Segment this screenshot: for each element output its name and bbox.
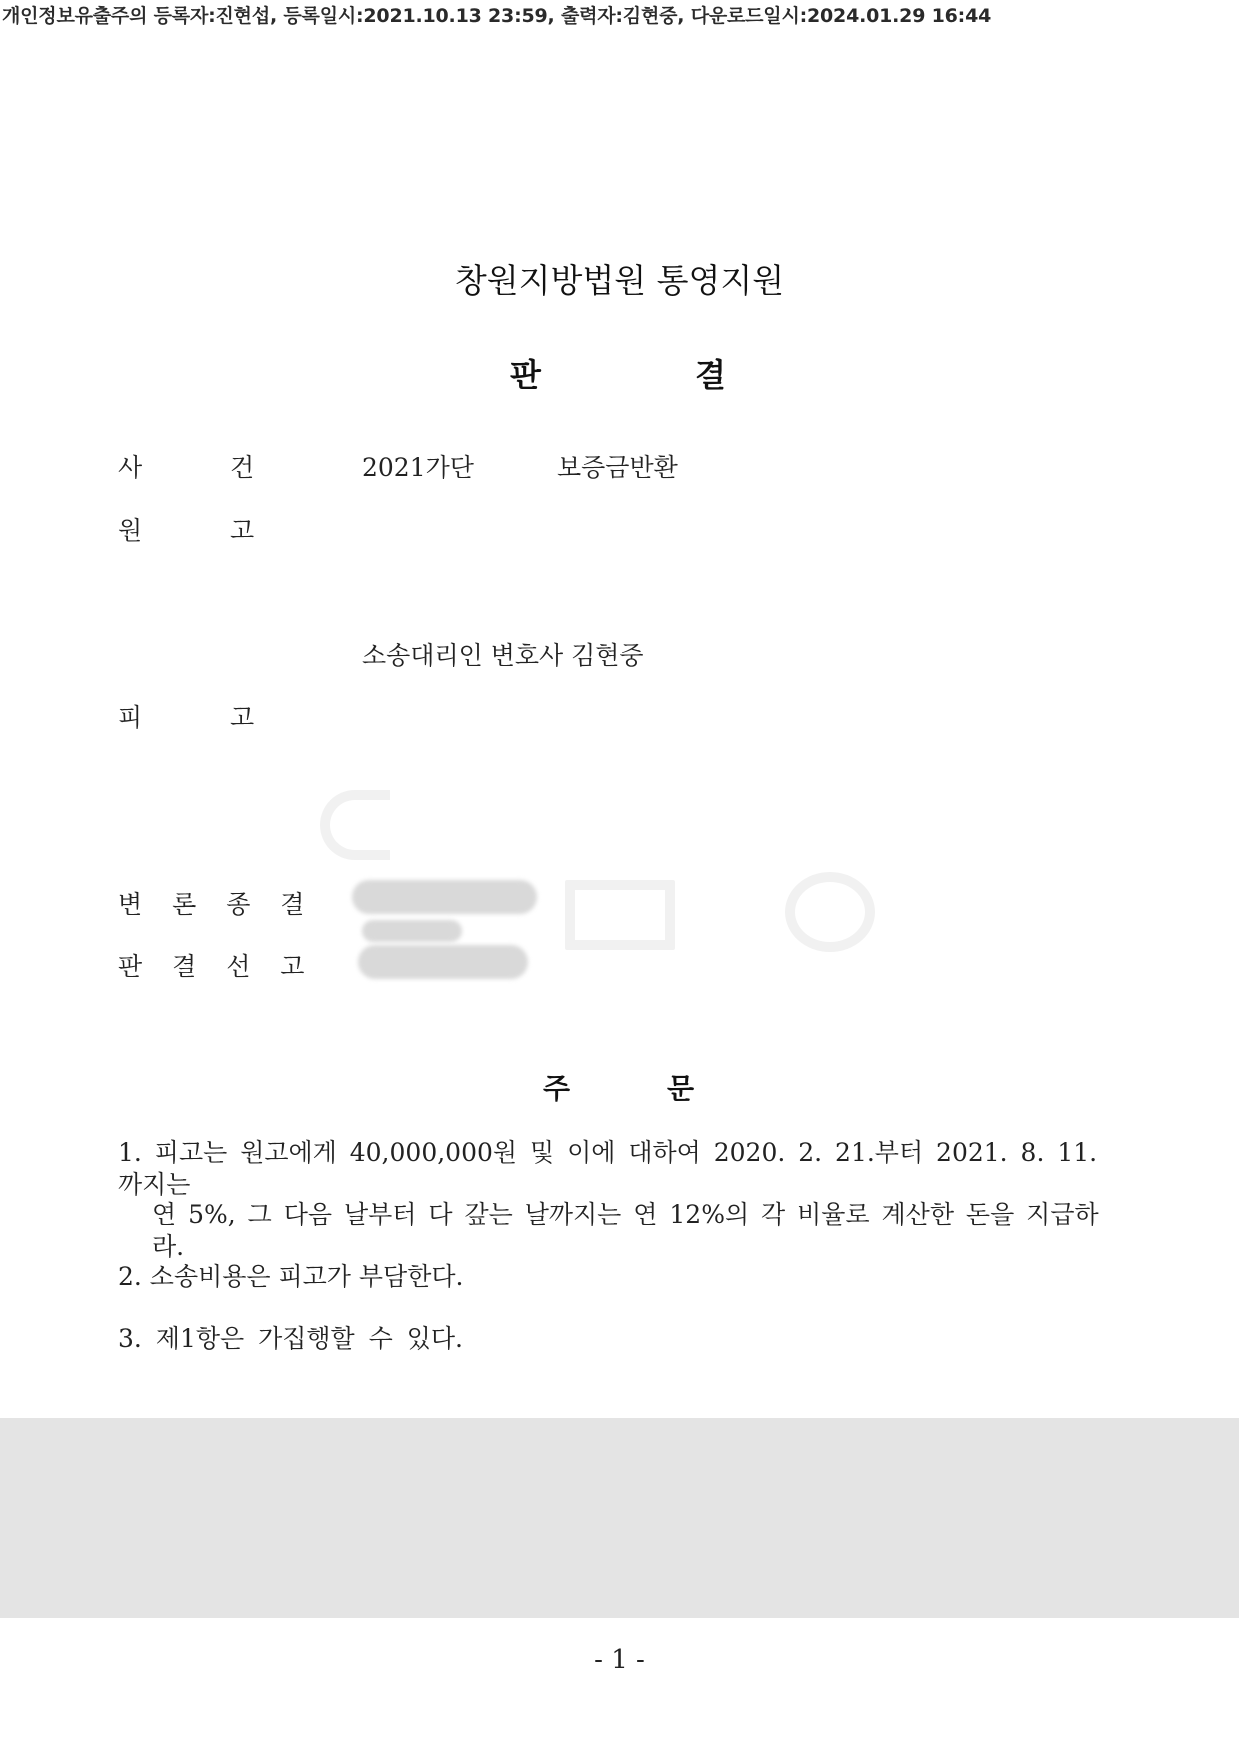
defendant-label-2: 고	[230, 703, 255, 732]
defendant-label-1: 피	[118, 703, 143, 732]
court-name: 창원지방법원 통영지원	[454, 261, 785, 300]
document-title-left: 판	[510, 356, 541, 394]
order-item-1: 1. 피고는 원고에게 40,000,000원 및 이에 대하여 2020. 2. 21.부터 2021. 8. 11.까지는	[118, 1138, 1098, 1199]
redacted-date	[352, 880, 537, 914]
case-label-2: 건	[230, 453, 255, 482]
disposition-title-left: 주	[543, 1072, 571, 1105]
order-item-3: 3. 제1항은 가집행할 수 있다.	[118, 1324, 463, 1353]
case-name: 보증금반환	[557, 453, 678, 482]
argument-end-label: 변 론 종 결	[118, 890, 316, 919]
judgment-date-label: 판 결 선 고	[118, 952, 316, 981]
plaintiff-agent: 소송대리인 변호사 김현중	[362, 641, 644, 670]
page-number: - 1 -	[594, 1645, 645, 1675]
redacted-date	[362, 920, 462, 942]
order-item-2: 2. 소송비용은 피고가 부담한다.	[118, 1262, 464, 1291]
disposition-title-right: 문	[667, 1072, 695, 1105]
case-number: 2021가단	[362, 453, 474, 482]
document-title-right: 결	[695, 356, 726, 394]
faint-stamp-mark	[565, 880, 675, 950]
plaintiff-label-2: 고	[230, 516, 255, 545]
print-header	[0, 0, 1239, 26]
faint-stamp-mark	[785, 872, 875, 952]
order-item-1-continued: 연 5%, 그 다음 날부터 다 갚는 날까지는 연 12%의 각 비율로 계산한 돈을 지급하라.	[152, 1200, 1099, 1261]
print-watermark-text: 개인정보유출주의 등록자:진현섭, 등록일시:2021.10.13 23:59, 출력자:김현중, 다운로드일시:2024.01.29 16:44	[2, 5, 992, 27]
plaintiff-label-1: 원	[118, 516, 143, 545]
case-label-1: 사	[118, 453, 143, 482]
redacted-band	[0, 1418, 1239, 1618]
redacted-date	[358, 945, 528, 979]
faint-stamp-mark	[320, 790, 390, 860]
